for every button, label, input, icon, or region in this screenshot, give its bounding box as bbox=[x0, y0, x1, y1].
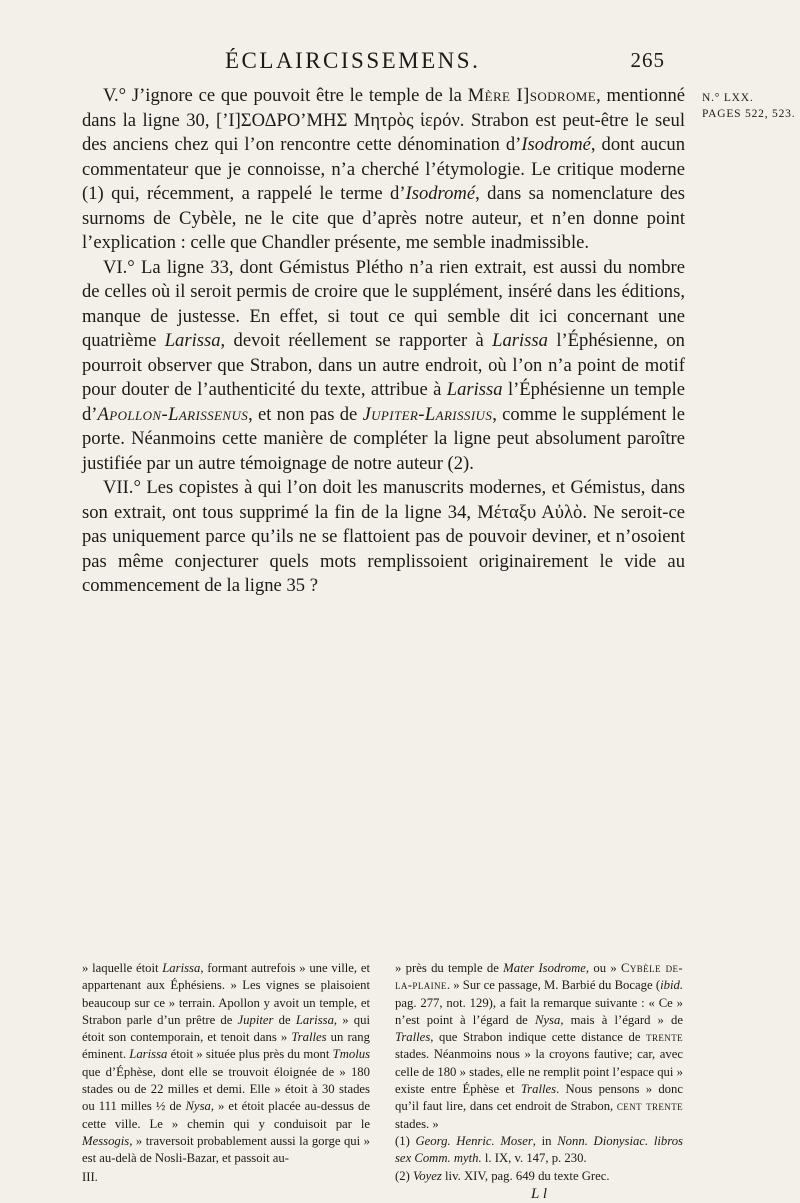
footnote-1: (1) Georg. Henric. Moser, in Nonn. Dionysiac. libros sex Comm. myth. l. IX, v. 147, p. 230. bbox=[395, 1133, 683, 1166]
running-title: ÉCLAIRCISSEMENS. bbox=[225, 48, 481, 73]
paragraph-v: V.° J’ignore ce que pouvoit être le temple de la Mère I]sodrome, mentionné dans la ligne 30, [’I]ΣΟΔΡΟ’ΜΗΣ Μητρὸς ἱερόν. Strabon est peut-être le seul des anciens chez qui l’on rencontre cette dénomination d’Isodromé, dont aucun commentateur que je connoisse, n’a cherché l’étymologie. Le critique moderne (1) qui, récemment, a rappelé le terme d’Isodromé, dans sa nomenclature des surnoms de Cybèle, ne le cite que d’après notre auteur, et n’en donne point l’explication : celle que Chandler présente, me semble inadmissible. bbox=[82, 85, 685, 253]
main-text bbox=[82, 84, 685, 599]
footnote-2: (2) Voyez liv. XIV, pag. 649 du texte Grec. bbox=[395, 1168, 610, 1183]
page-number: 265 bbox=[630, 48, 665, 72]
paragraph-vii: VII.° Les copistes à qui l’on doit les manuscrits modernes, et Gémistus, dans son extrait, ont tous supprimé la fin de la ligne 34, Μέταξυ Αὐλὸ. Ne seroit-ce pas uniquement parce qu’ils ne se flattoient pas de pouvoir deviner, et n’osoient pas même conjecturer quels mots remplissoient originairement le vide au commencement de la ligne 35 ? bbox=[82, 477, 685, 596]
margin-note-number: N.° LXX. bbox=[702, 92, 754, 104]
footnote-quote-right: » près du temple de Mater Isodrome, ou » Cybèle de-la-plaine. » Sur ce passage, M. Barbié du Bocage (ibid. pag. 277, not. 129), a fait la remarque suivante : « Ce » n’est point à l’égard de Nysa, mais à l’égard » de Tralles, que Strabon indique cette distance de trente stades. Néanmoins nous » la croyons fautive; car, avec celle de 180 » stades, elle ne remplit point l’espace qui » existe entre Éphèse et Tralles. Nous pensons » donc qu’il faut lire, dans cet endroit de Strabon, cent trente stades. » bbox=[395, 961, 684, 1131]
footnote-quote-left: » laquelle étoit Larissa, formant autrefois » une ville, et appartenant aux Éphésiens. » Les vignes se plaisoient beaucoup sur ce » terrain. Apollon y avoit un temple, et Strabon parle d’un prêtre de Jupiter de Larissa, » qui étoit son contemporain, et tenoit dans » Tralles un rang éminent. Larissa étoit » située plus près du mont Tmolus que d’Éphèse, dont elle se trouvoit éloignée de » 180 stades ou de 22 milles et demi. Elle » étoit à 30 stades ou 111 milles ½ de Nysa, » et étoit placée au-dessus de cette ville. Le » chemin qui y conduisoit par le Messogis, » traversoit probablement aussi la gorge qui » est au-delà de Nosli-Bazar, et passoit au- bbox=[82, 961, 371, 1166]
footnote-column-left bbox=[82, 960, 370, 1186]
margin-note-pages: PAGES 522, 523. bbox=[702, 108, 796, 120]
margin-reference bbox=[702, 90, 798, 122]
running-head bbox=[225, 48, 665, 74]
paragraph-vi: VI.° La ligne 33, dont Gémistus Plétho n’a rien extrait, est aussi du nombre de celles où il seroit permis de croire que le supplément, inséré dans les éditions, manque de justesse. En effet, si tout ce qui semble dit ici concernant une quatrième Larissa, devoit réellement se rapporter à Larissa l’Éphésienne, on pourroit observer que Strabon, dans un autre endroit, où l’on n’a point de motif pour douter de l’authenticité du texte, attribue à Larissa l’Éphésienne un temple d’Apollon-Larissenus, et non pas de Jupiter-Larissius, comme le supplément le porte. Néanmoins cette manière de compléter la ligne peut absolument paroître justifiée par un autre témoignage de notre auteur (2). bbox=[82, 256, 685, 474]
signature-mark: L l bbox=[531, 1185, 547, 1202]
footnote-column-right bbox=[395, 960, 683, 1203]
gathering-mark: III. bbox=[82, 1169, 98, 1184]
